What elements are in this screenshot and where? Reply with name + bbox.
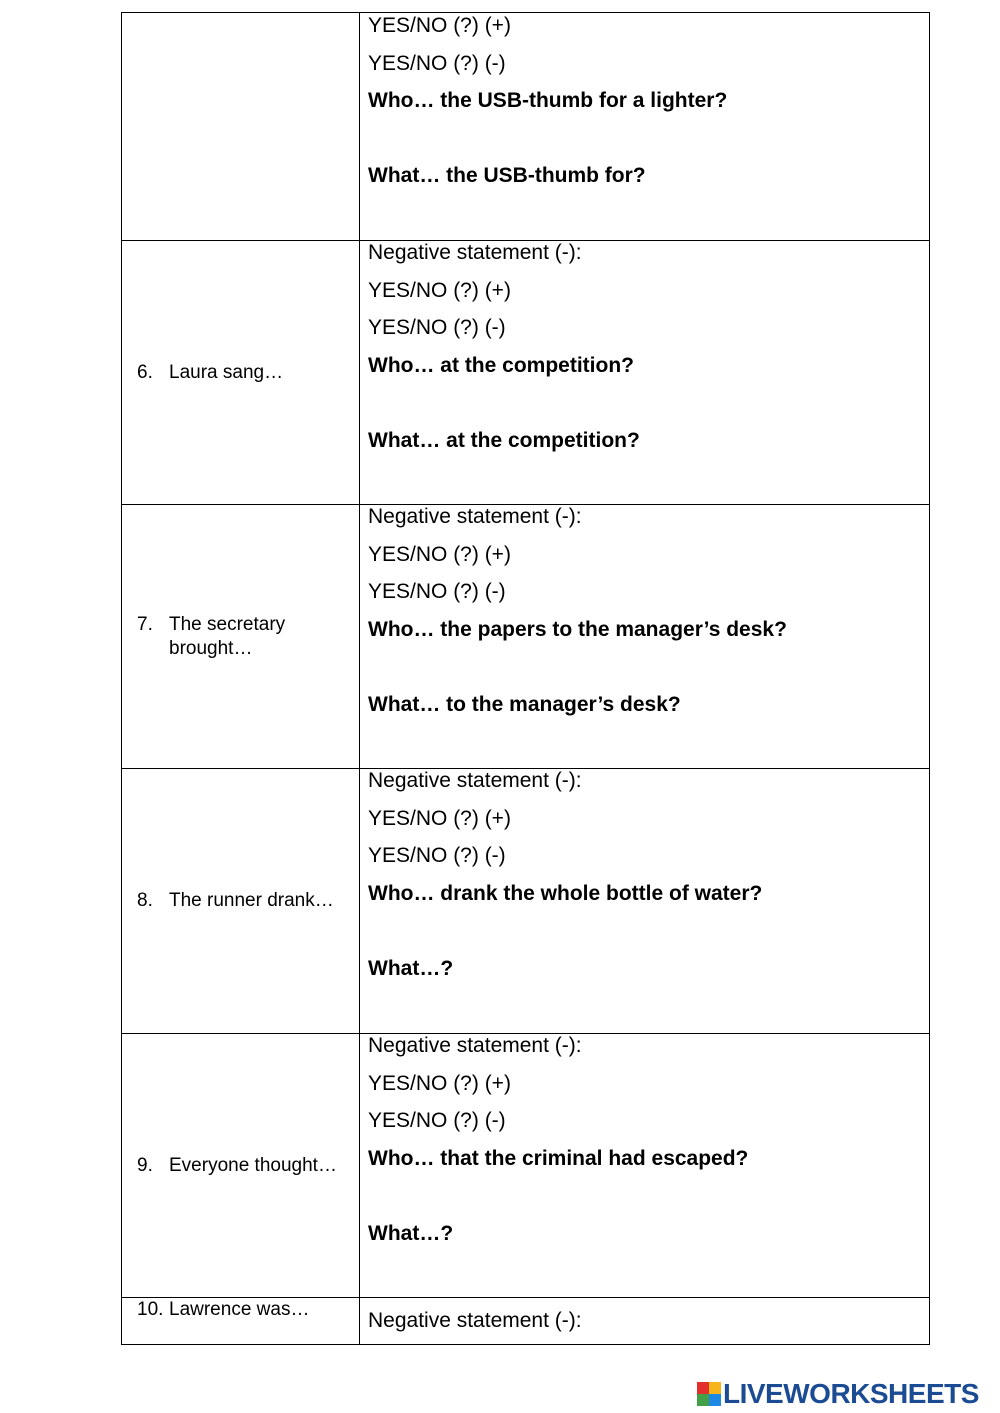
table-row bbox=[122, 1298, 930, 1345]
prompt-cell bbox=[122, 769, 360, 1034]
prompt-number: 9. bbox=[137, 1154, 153, 1176]
yes-no-negative-label: YES/NO (?) (-) bbox=[368, 1109, 506, 1133]
prompt-cell bbox=[122, 13, 360, 241]
who-question: Who… drank the whole bottle of water? bbox=[368, 881, 763, 905]
table-row bbox=[122, 13, 930, 241]
negative-statement-label: Negative statement (-): bbox=[368, 505, 582, 528]
who-question: Who… at the competition? bbox=[368, 353, 634, 377]
prompt bbox=[137, 361, 351, 385]
prompt-number: 6. bbox=[137, 361, 153, 383]
prompt bbox=[137, 1298, 351, 1322]
answer-cell bbox=[360, 505, 930, 769]
prompt-cell bbox=[122, 241, 360, 505]
who-question: Who… the USB-thumb for a lighter? bbox=[368, 89, 728, 113]
what-question: What… at the competition? bbox=[368, 428, 640, 452]
who-question: Who… the papers to the manager’s desk? bbox=[368, 617, 787, 641]
negative-statement-label: Negative statement (-): bbox=[368, 769, 582, 792]
yes-no-positive-label: YES/NO (?) (+) bbox=[368, 278, 511, 302]
negative-statement-label: Negative statement (-): bbox=[368, 241, 582, 264]
prompt bbox=[137, 889, 351, 913]
yes-no-positive-label: YES/NO (?) (+) bbox=[368, 542, 511, 566]
negative-statement-label: Negative statement (-): bbox=[368, 1309, 582, 1332]
prompt-number: 10. bbox=[137, 1299, 164, 1320]
answer-cell bbox=[360, 1034, 930, 1298]
prompt-text: Lawrence was… bbox=[169, 1299, 310, 1320]
prompt-number: 8. bbox=[137, 890, 153, 911]
logo-text: LIVEWORKSHEETS bbox=[723, 1378, 979, 1409]
yes-no-negative-label: YES/NO (?) (-) bbox=[368, 316, 506, 340]
yes-no-positive-label: YES/NO (?) (+) bbox=[368, 1071, 511, 1095]
answer-cell bbox=[360, 13, 930, 241]
who-question: Who… that the criminal had escaped? bbox=[368, 1146, 749, 1170]
yes-no-positive-label: YES/NO (?) (+) bbox=[368, 14, 511, 37]
table-row bbox=[122, 505, 930, 769]
what-question: What…? bbox=[368, 956, 454, 980]
prompt-cell bbox=[122, 1298, 360, 1345]
table-row bbox=[122, 241, 930, 505]
yes-no-negative-label: YES/NO (?) (-) bbox=[368, 580, 506, 604]
prompt-text: Laura sang… bbox=[169, 361, 284, 383]
prompt-number: 7. bbox=[137, 613, 153, 635]
table-row bbox=[122, 1034, 930, 1298]
answer-cell bbox=[360, 769, 930, 1034]
prompt-text: The runner drank… bbox=[169, 890, 334, 911]
answer-cell bbox=[360, 241, 930, 505]
yes-no-negative-label: YES/NO (?) (-) bbox=[368, 844, 506, 868]
negative-statement-label: Negative statement (-): bbox=[368, 1034, 582, 1057]
prompt-text: Everyone thought… bbox=[169, 1154, 337, 1176]
what-question: What… the USB-thumb for? bbox=[368, 164, 646, 188]
answer-cell bbox=[360, 1298, 930, 1345]
what-question: What…? bbox=[368, 1221, 454, 1245]
liveworksheets-logo bbox=[697, 1378, 979, 1410]
prompt bbox=[137, 1154, 351, 1178]
worksheet-table bbox=[121, 12, 930, 1345]
table-row bbox=[122, 769, 930, 1034]
prompt-cell bbox=[122, 1034, 360, 1298]
logo-mark-icon bbox=[697, 1382, 721, 1406]
what-question: What… to the manager’s desk? bbox=[368, 692, 681, 716]
prompt bbox=[137, 613, 351, 661]
prompt-text: The secretary brought… bbox=[169, 613, 286, 659]
prompt-cell bbox=[122, 505, 360, 769]
yes-no-negative-label: YES/NO (?) (-) bbox=[368, 51, 506, 75]
yes-no-positive-label: YES/NO (?) (+) bbox=[368, 806, 511, 830]
